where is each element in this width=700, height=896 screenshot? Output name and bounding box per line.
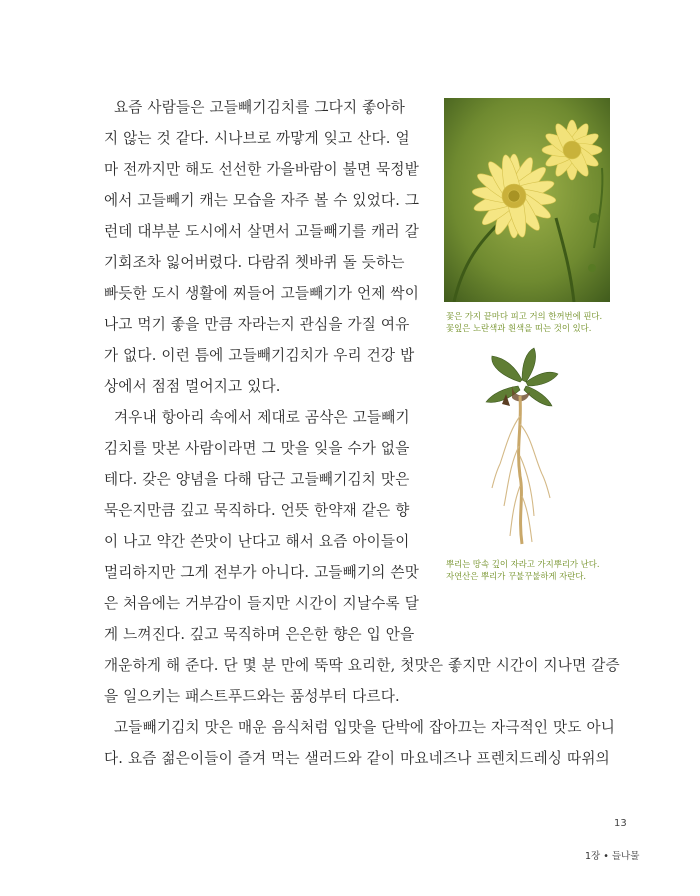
body-text-line: 을 일으키는 패스트푸드와는 품성부터 다르다. xyxy=(104,688,400,705)
body-text-line: 이 나고 약간 쓴맛이 난다고 해서 요즘 아이들이 xyxy=(104,533,410,550)
body-text-line: 개운하게 해 준다. 단 몇 분 만에 뚝딱 요리한, 첫맛은 좋지만 시간이 지나면 갈증 xyxy=(104,657,620,674)
body-text-line: 묵은지만큼 깊고 묵직하다. 언뜻 한약재 같은 향 xyxy=(104,502,410,519)
root-illustration xyxy=(462,346,582,546)
body-text-line: 김치를 맛본 사람이라면 그 맛을 잊을 수가 없을 xyxy=(104,440,410,457)
body-text-line: 나고 먹기 좋을 만큼 자라는지 관심을 가질 여유 xyxy=(104,316,410,333)
chapter-label: 1장 • 들나물 xyxy=(585,851,640,862)
body-text-line: 다. 요즘 젊은이들이 즐겨 먹는 샐러드와 같이 마요네즈나 프렌치드레싱 따위의 xyxy=(104,750,610,767)
body-text-line: 고들빼기김치 맛은 매운 음식처럼 입맛을 단박에 잡아끄는 자극적인 맛도 아니 xyxy=(114,719,616,736)
body-text-line: 은 처음에는 거부감이 들지만 시간이 지날수록 달 xyxy=(104,595,419,612)
body-text-line: 지 않는 것 같다. 시나브로 까맣게 잊고 산다. 얼 xyxy=(104,130,410,147)
flower-photo xyxy=(444,98,610,302)
page-number: 13 xyxy=(614,818,627,829)
body-text-line: 테다. 갖은 양념을 다해 담근 고들빼기김치 맛은 xyxy=(104,471,410,488)
flower-caption-line: 꽃은 가지 끝마다 피고 거의 한꺼번에 핀다. xyxy=(446,311,603,321)
body-text-line: 멀리하지만 그게 전부가 아니다. 고들빼기의 쓴맛 xyxy=(104,564,419,581)
body-text-line: 겨우내 항아리 속에서 제대로 곰삭은 고들빼기 xyxy=(114,409,410,426)
body-text-line: 가 없다. 이런 틈에 고들빼기김치가 우리 건강 밥 xyxy=(104,347,415,364)
body-text-line: 상에서 점점 멀어지고 있다. xyxy=(104,378,281,395)
flower-caption-line: 꽃잎은 노란색과 흰색을 띠는 것이 있다. xyxy=(446,323,592,333)
root-caption-line: 뿌리는 땅속 깊이 자라고 가지뿌리가 난다. xyxy=(446,559,600,569)
body-text-line: 에서 고들빼기 캐는 모습을 자주 볼 수 있었다. 그 xyxy=(104,192,420,209)
body-text-line: 마 전까지만 해도 선선한 가을바람이 불면 묵정밭 xyxy=(104,161,419,178)
body-text-line: 런데 대부분 도시에서 살면서 고들빼기를 캐러 갈 xyxy=(104,223,419,240)
root-caption-line: 자연산은 뿌리가 꾸불꾸불하게 자란다. xyxy=(446,571,587,581)
body-text-line: 요즘 사람들은 고들빼기김치를 그다지 좋아하 xyxy=(114,99,406,116)
body-text-line: 기회조차 잃어버렸다. 다람쥐 쳇바퀴 돌 듯하는 xyxy=(104,254,405,271)
body-text-line: 빠듯한 도시 생활에 찌들어 고들빼기가 언제 싹이 xyxy=(104,285,419,302)
body-text-line: 게 느껴진다. 깊고 묵직하며 은은한 향은 입 안을 xyxy=(104,626,415,643)
